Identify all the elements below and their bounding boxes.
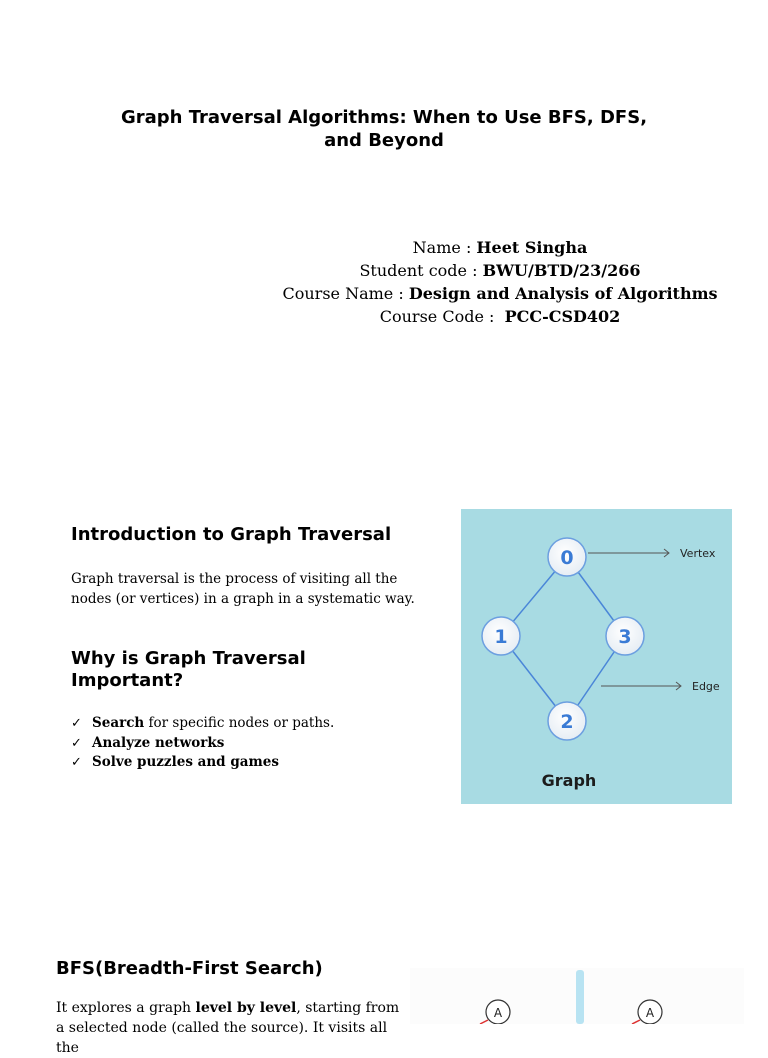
course-name-row [250, 282, 750, 305]
list-item-bold: Search [92, 715, 145, 731]
name-row [250, 236, 750, 259]
list-item-bold: Solve puzzles and games [92, 754, 279, 770]
course-code-row [250, 305, 750, 328]
graph-diagram [461, 509, 732, 804]
list-item [71, 734, 431, 754]
bfs-page [0, 940, 768, 1056]
intro-page [0, 440, 768, 940]
student-code-label: Student code : [359, 261, 483, 280]
intro-heading: Introduction to Graph Traversal [71, 524, 392, 545]
bfs-node-right [638, 1000, 662, 1024]
intro-paragraph: Graph traversal is the process of visiting all the nodes (or vertices) in a graph in a systematic way. [71, 571, 415, 607]
bfs-node-left [486, 1000, 510, 1024]
bfs-figure [410, 968, 744, 1024]
edge-label: Edge [692, 680, 720, 693]
student-code-row [250, 259, 750, 282]
check-icon: ✓ [71, 735, 82, 751]
course-code-label: Course Code : [379, 307, 505, 326]
name-value: Heet Singha [476, 238, 588, 257]
check-icon: ✓ [71, 716, 82, 731]
name-label: Name : [412, 238, 477, 257]
bfs-paragraph: It explores a graph level by level, starting from a selected node (called the source). It visits all the [56, 1000, 400, 1056]
why-heading: Why is Graph Traversal Important? [71, 648, 306, 691]
node-0 [548, 538, 586, 576]
student-code-value: BWU/BTD/23/266 [482, 261, 641, 280]
node-label: A [645, 1006, 655, 1020]
list-item-bold: Analyze networks [92, 734, 225, 751]
title-page [0, 0, 768, 440]
node-label: 1 [494, 626, 508, 648]
vertex-label: Vertex [680, 547, 716, 560]
why-list [71, 714, 431, 773]
node-label: 2 [560, 711, 574, 733]
list-item [71, 714, 431, 734]
course-name-value: Design and Analysis of Algorithms [408, 284, 718, 303]
bfs-diagram [410, 968, 744, 1024]
node-2 [548, 702, 586, 740]
document-title: Graph Traversal Algorithms: When to Use BFS, DFS, and Beyond [120, 107, 648, 151]
node-3 [606, 617, 644, 655]
node-label: A [493, 1006, 503, 1020]
bfs-heading: BFS(Breadth-First Search) [56, 958, 323, 979]
list-item-text: for specific nodes or paths. [144, 715, 335, 731]
check-icon: ✓ [71, 755, 82, 770]
list-item [71, 753, 431, 773]
student-info [250, 236, 750, 328]
node-1 [482, 617, 520, 655]
graph-caption: Graph [541, 771, 597, 790]
course-name-label: Course Name : [282, 284, 409, 303]
node-label: 3 [618, 626, 632, 648]
node-label: 0 [560, 547, 574, 569]
graph-figure [461, 509, 732, 804]
course-code-value: PCC-CSD402 [504, 307, 621, 326]
